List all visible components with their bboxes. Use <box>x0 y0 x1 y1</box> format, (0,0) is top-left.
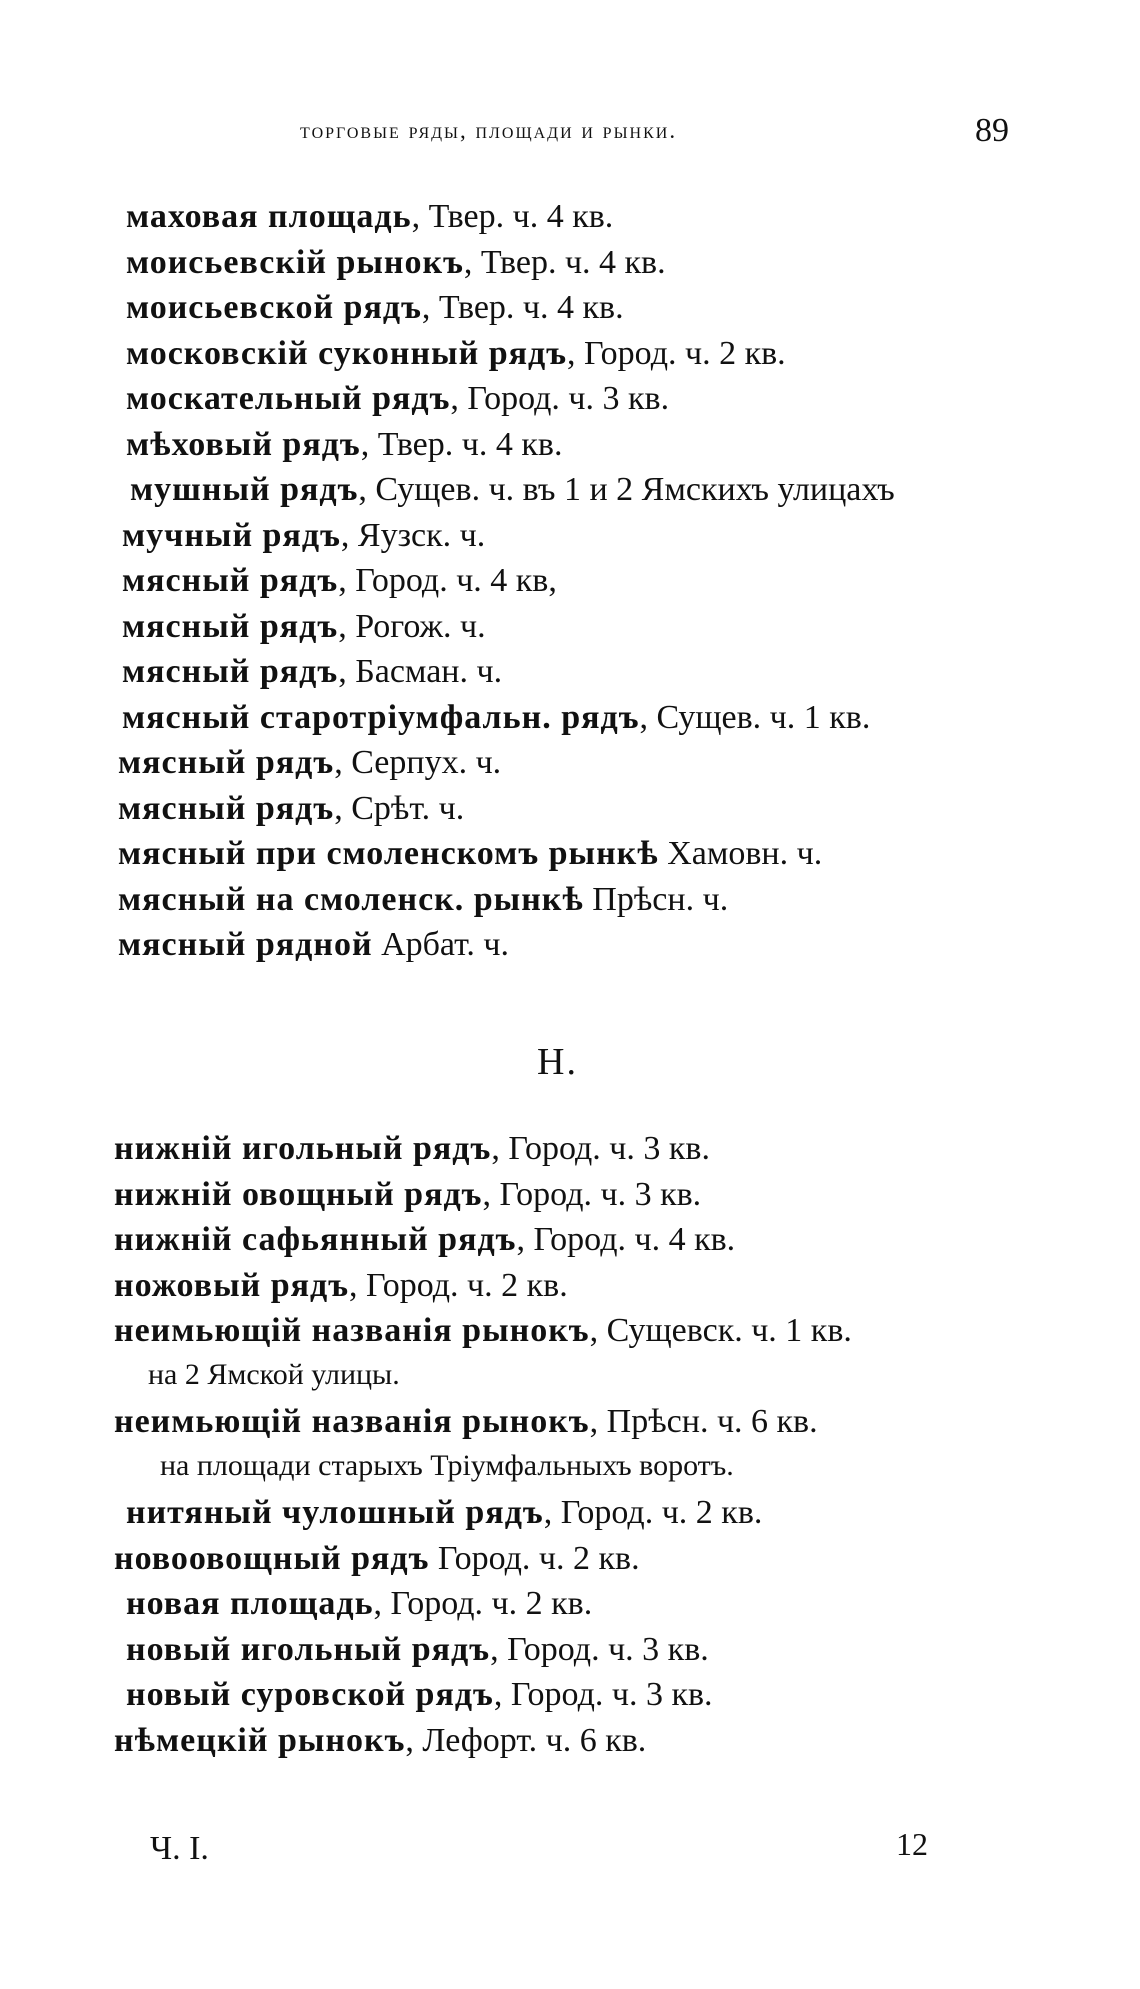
entry-term: новый суровской рядъ <box>126 1676 494 1713</box>
list-item <box>126 198 613 236</box>
entry-location: , Твер. ч. 4 кв. <box>360 425 563 463</box>
entry-location: на 2 Ямской улицы. <box>148 1357 400 1391</box>
entry-term: мясный рядъ <box>122 562 339 599</box>
entry-term: мучный рядъ <box>122 516 341 554</box>
list-item <box>122 699 870 737</box>
entry-term: мясный рядной <box>118 926 373 963</box>
entry-term: неимьющій названія рынокъ <box>114 1403 590 1440</box>
list-item <box>114 1176 701 1214</box>
list-item <box>114 1221 735 1259</box>
entry-location: Прѣсн. ч. <box>583 880 729 918</box>
entry-term: новый игольный рядъ <box>126 1630 491 1668</box>
list-item <box>126 1676 713 1714</box>
entry-term: мясный рядъ <box>122 653 339 690</box>
list-item <box>114 1403 818 1441</box>
entry-term: нижній овощный рядъ <box>114 1175 483 1213</box>
list-item <box>126 335 786 373</box>
entry-location: , Город. ч. 2 кв. <box>349 1266 568 1304</box>
entry-location: , Прѣсн. ч. 6 кв. <box>589 1403 818 1440</box>
entry-term: мясный рядъ <box>122 607 339 645</box>
entry-location: , Лефорт. ч. 6 кв. <box>405 1721 647 1759</box>
entry-term: маховая площадь <box>126 198 412 235</box>
entry-location: , Твер. ч. 4 кв. <box>411 198 614 235</box>
entry-location: , Басман. ч. <box>338 653 503 690</box>
list-item <box>122 608 486 646</box>
entry-term: нѣмецкій рынокъ <box>114 1721 406 1759</box>
entry-location: , Сущев. ч. 1 кв. <box>639 698 871 736</box>
entry-term: мясный рядъ <box>118 744 335 781</box>
list-item <box>114 1267 568 1305</box>
list-item <box>126 1631 709 1669</box>
entry-location: , Твер. ч. 4 кв. <box>421 289 624 326</box>
list-item <box>126 244 666 282</box>
list-item <box>118 926 509 964</box>
list-item <box>114 1312 852 1350</box>
entry-location: , Сущев. ч. въ 1 и 2 Ямскихъ улицахъ <box>358 471 895 508</box>
entry-location: Город. ч. 2 кв. <box>429 1539 640 1577</box>
entry-term: нитяный чулошный рядъ <box>126 1494 544 1531</box>
entry-term: моисьевской рядъ <box>126 289 422 326</box>
entry-location: , Рогож. ч. <box>338 607 486 645</box>
entry-term: мѣховый рядъ <box>126 425 361 463</box>
entry-term: мушный рядъ <box>130 471 359 508</box>
entry-term: мясный на смоленск. рынкѣ <box>118 880 584 918</box>
entry-term: нижній игольный рядъ <box>114 1130 492 1167</box>
list-item <box>114 1540 640 1578</box>
list-item <box>118 881 728 919</box>
entry-location: , Сущевск. ч. 1 кв. <box>589 1312 852 1349</box>
entry-term: мясный рядъ <box>118 789 335 827</box>
entry-location: , Город. ч. 3 кв. <box>491 1130 710 1167</box>
entry-term: мясный старотріумфальн. рядъ <box>122 698 640 736</box>
list-item <box>114 1722 646 1760</box>
list-item <box>130 471 895 509</box>
section-letter: Н. <box>537 1041 578 1083</box>
entry-location: , Серпух. ч. <box>334 744 502 781</box>
entry-location: , Город. ч. 3 кв. <box>482 1175 702 1213</box>
entry-term: москательный рядъ <box>126 380 451 417</box>
list-item <box>126 1494 762 1532</box>
entry-term: новая площадь <box>126 1585 374 1622</box>
entry-continuation <box>160 1449 734 1483</box>
page-number: 89 <box>975 112 1009 149</box>
entry-location: , Город. ч. 4 кв. <box>516 1221 736 1258</box>
list-item <box>126 380 669 418</box>
entry-location: , Срѣт. ч. <box>334 789 465 827</box>
list-item <box>118 744 501 782</box>
list-item <box>118 835 822 873</box>
list-item <box>126 289 624 327</box>
entry-location: , Город. ч. 4 кв, <box>338 562 557 599</box>
entry-term: мясный при смоленскомъ рынкѣ <box>118 835 659 872</box>
entry-location: Хамовн. ч. <box>658 835 823 872</box>
list-item <box>114 1130 710 1168</box>
entry-location: , Город. ч. 2 кв. <box>567 334 786 372</box>
list-item <box>126 1585 592 1623</box>
entry-term: московскій суконный рядъ <box>126 334 568 372</box>
running-head: торговые ряды, площади и рынки. <box>300 118 678 143</box>
entry-location: на площади старыхъ Тріумфальныхъ воротъ. <box>160 1448 734 1482</box>
footer-sheet-number: 12 <box>896 1826 928 1862</box>
list-item <box>122 517 485 555</box>
footer-signature: Ч. I. <box>150 1830 209 1867</box>
entry-location: Арбат. ч. <box>372 926 510 963</box>
entry-location: , Город. ч. 2 кв. <box>543 1494 763 1531</box>
entry-location: , Город. ч. 3 кв. <box>493 1676 713 1713</box>
entry-location: , Город. ч. 3 кв. <box>450 380 670 417</box>
list-item <box>122 653 502 691</box>
list-item <box>122 562 557 600</box>
list-item <box>126 426 562 464</box>
entry-location: , Город. ч. 3 кв. <box>490 1630 709 1668</box>
entry-continuation <box>148 1358 400 1392</box>
entry-location: , Город. ч. 2 кв. <box>373 1585 593 1622</box>
list-item <box>118 790 464 828</box>
entry-term: моисьевскій рынокъ <box>126 243 464 281</box>
entry-term: нижній сафьянный рядъ <box>114 1221 517 1258</box>
entry-location: , Яузск. ч. <box>340 516 486 554</box>
entry-term: ножовый рядъ <box>114 1266 350 1304</box>
entry-term: новоовощный рядъ <box>114 1539 430 1577</box>
entry-location: , Твер. ч. 4 кв. <box>463 243 666 281</box>
entry-term: неимьющій названія рынокъ <box>114 1312 590 1349</box>
